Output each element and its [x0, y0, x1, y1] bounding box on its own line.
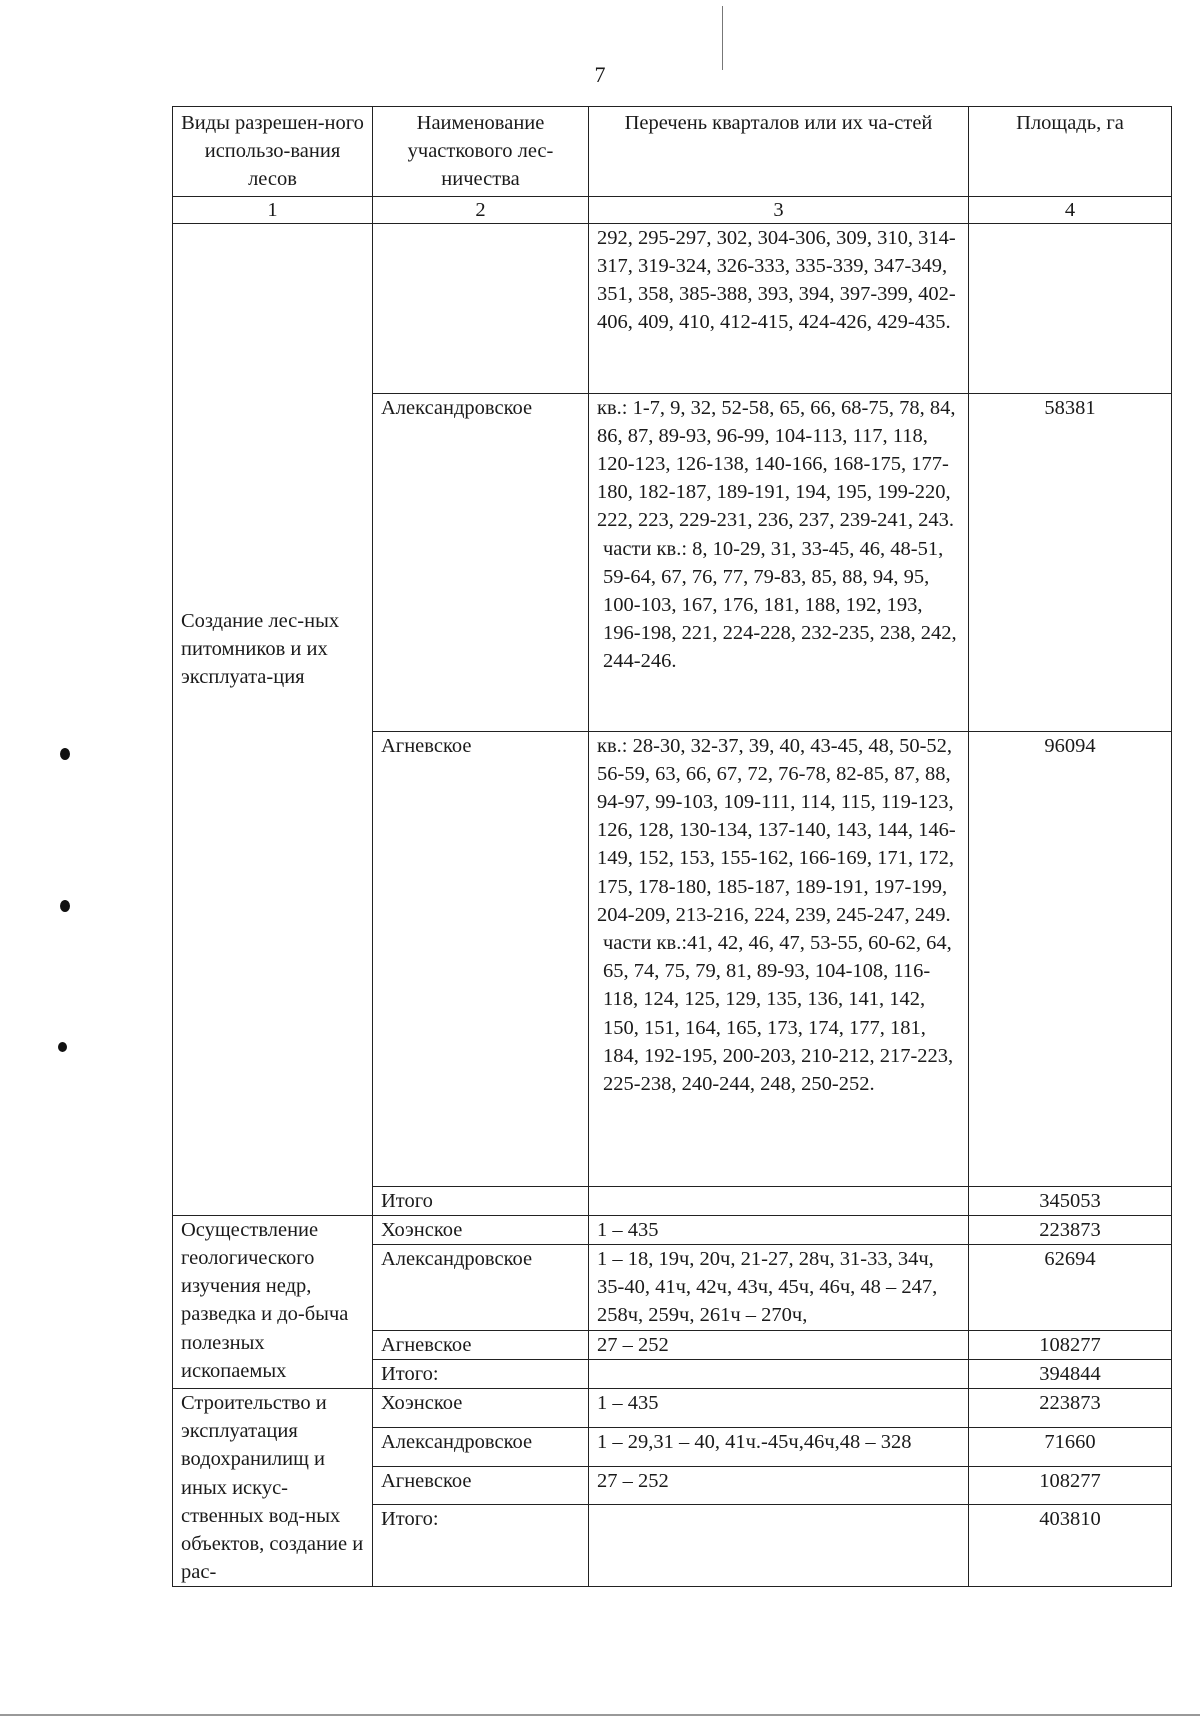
- forestry-cell: Хоэнское: [373, 1389, 589, 1428]
- total-area: 403810: [969, 1505, 1172, 1587]
- forestry-cell: Агневское: [373, 731, 589, 1186]
- quarters-cell: [589, 393, 969, 731]
- quarters-cell: [589, 1186, 969, 1215]
- quarters-full: кв.: 1-7, 9, 32, 52-58, 65, 66, 68-75, 78, 84, 86, 87, 89-93, 96-99, 104-113, 117, 118, 120-123, 126-138, 140-166, 168-175, 177-180, 182-187, 189-191, 194, 195, 199-220, 222, 223, 229-231, 236, 237, 239-241, 243.: [597, 396, 956, 532]
- use-type-cell: Осуществление геологического изучения недр, разведка и до-быча полезных ископаемых: [173, 1215, 373, 1388]
- quarters-cell: 1 – 435: [589, 1215, 969, 1244]
- quarters-cell: 1 – 29,31 – 40, 41ч.-45ч,46ч,48 – 328: [589, 1427, 969, 1466]
- scan-line: [722, 6, 723, 70]
- forestry-cell: [373, 223, 589, 393]
- column-number-row: [173, 196, 1172, 223]
- header-forestry: Наименование участкового лес-ничества: [373, 107, 589, 197]
- forestry-cell: Хоэнское: [373, 1215, 589, 1244]
- area-cell: 58381: [969, 393, 1172, 731]
- total-label: Итого:: [373, 1505, 589, 1587]
- area-cell: 96094: [969, 731, 1172, 1186]
- table-row: [173, 1389, 1172, 1428]
- total-area: 394844: [969, 1359, 1172, 1388]
- total-label: Итого: [373, 1186, 589, 1215]
- quarters-cell: 27 – 252: [589, 1330, 969, 1359]
- area-cell: 108277: [969, 1330, 1172, 1359]
- forestry-cell: Александровское: [373, 1245, 589, 1331]
- scan-speck: [60, 748, 70, 760]
- scan-speck: [58, 1042, 67, 1052]
- forest-use-table: [172, 106, 1172, 1587]
- header-quarters: Перечень кварталов или их ча-стей: [589, 107, 969, 197]
- quarters-cell: 292, 295-297, 302, 304-306, 309, 310, 314-317, 319-324, 326-333, 335-339, 347-349, 351, 358, 385-388, 393, 394, 397-399, 402-406, 409, 410, 412-415, 424-426, 429-435.: [589, 223, 969, 393]
- header-use-type: Виды разрешен-ного использо-вания лесов: [173, 107, 373, 197]
- table-row: [173, 1215, 1172, 1244]
- header-row: [173, 107, 1172, 197]
- forestry-cell: Агневское: [373, 1466, 589, 1505]
- area-cell: 108277: [969, 1466, 1172, 1505]
- forestry-cell: Александровское: [373, 393, 589, 731]
- quarters-cell: [589, 1359, 969, 1388]
- use-type-cell: Создание лес-ных питомников и их эксплуата-ция: [173, 223, 373, 1215]
- column-number: 1: [173, 196, 373, 223]
- forestry-cell: Агневское: [373, 1330, 589, 1359]
- total-label: Итого:: [373, 1359, 589, 1388]
- header-area: Площадь, га: [969, 107, 1172, 197]
- area-cell: 223873: [969, 1389, 1172, 1428]
- quarters-cell: 1 – 435: [589, 1389, 969, 1428]
- area-cell: 223873: [969, 1215, 1172, 1244]
- column-number: 2: [373, 196, 589, 223]
- use-type-cell: Строительство и эксплуатация водохранилищ и иных искус-ственных вод-ных объектов, создание и рас-: [173, 1389, 373, 1587]
- column-number: 3: [589, 196, 969, 223]
- column-number: 4: [969, 196, 1172, 223]
- scan-edge: [0, 1714, 1200, 1716]
- quarters-parts: части кв.: 8, 10-29, 31, 33-45, 46, 48-51, 59-64, 67, 76, 77, 79-83, 85, 88, 94, 95, 100-103, 167, 176, 181, 188, 192, 193, 196-198, 221, 224-228, 232-235, 238, 242, 244-246.: [603, 537, 957, 673]
- quarters-cell: 27 – 252: [589, 1466, 969, 1505]
- total-area: 345053: [969, 1186, 1172, 1215]
- forestry-cell: Александровское: [373, 1427, 589, 1466]
- area-cell: 71660: [969, 1427, 1172, 1466]
- page-number: 7: [594, 62, 606, 87]
- quarters-cell: [589, 731, 969, 1186]
- table-row: [173, 223, 1172, 393]
- scan-speck: [60, 900, 70, 912]
- quarters-parts: части кв.:41, 42, 46, 47, 53-55, 60-62, 64, 65, 74, 75, 79, 81, 89-93, 104-108, 116-118, 124, 125, 129, 135, 136, 141, 142, 150, 151, 164, 165, 173, 174, 177, 181, 184, 192-195, 200-203, 210-212, 217-223, 225-238, 240-244, 248, 250-252.: [603, 932, 954, 1096]
- quarters-full: кв.: 28-30, 32-37, 39, 40, 43-45, 48, 50-52, 56-59, 63, 66, 67, 72, 76-78, 82-85, 87, 88, 94-97, 99-103, 109-111, 114, 115, 119-123, 126, 128, 130-134, 137-140, 143, 144, 146-149, 152, 153, 155-162, 166-169, 171, 172, 175, 178-180, 185-187, 189-191, 197-199, 204-209, 213-216, 224, 239, 245-247, 249.: [597, 734, 956, 926]
- quarters-cell: 1 – 18, 19ч, 20ч, 21-27, 28ч, 31-33, 34ч, 35-40, 41ч, 42ч, 43ч, 45ч, 46ч, 48 – 247, 258ч, 259ч, 261ч – 270ч,: [589, 1245, 969, 1331]
- area-cell: 62694: [969, 1245, 1172, 1331]
- quarters-cell: [589, 1505, 969, 1587]
- area-cell: [969, 223, 1172, 393]
